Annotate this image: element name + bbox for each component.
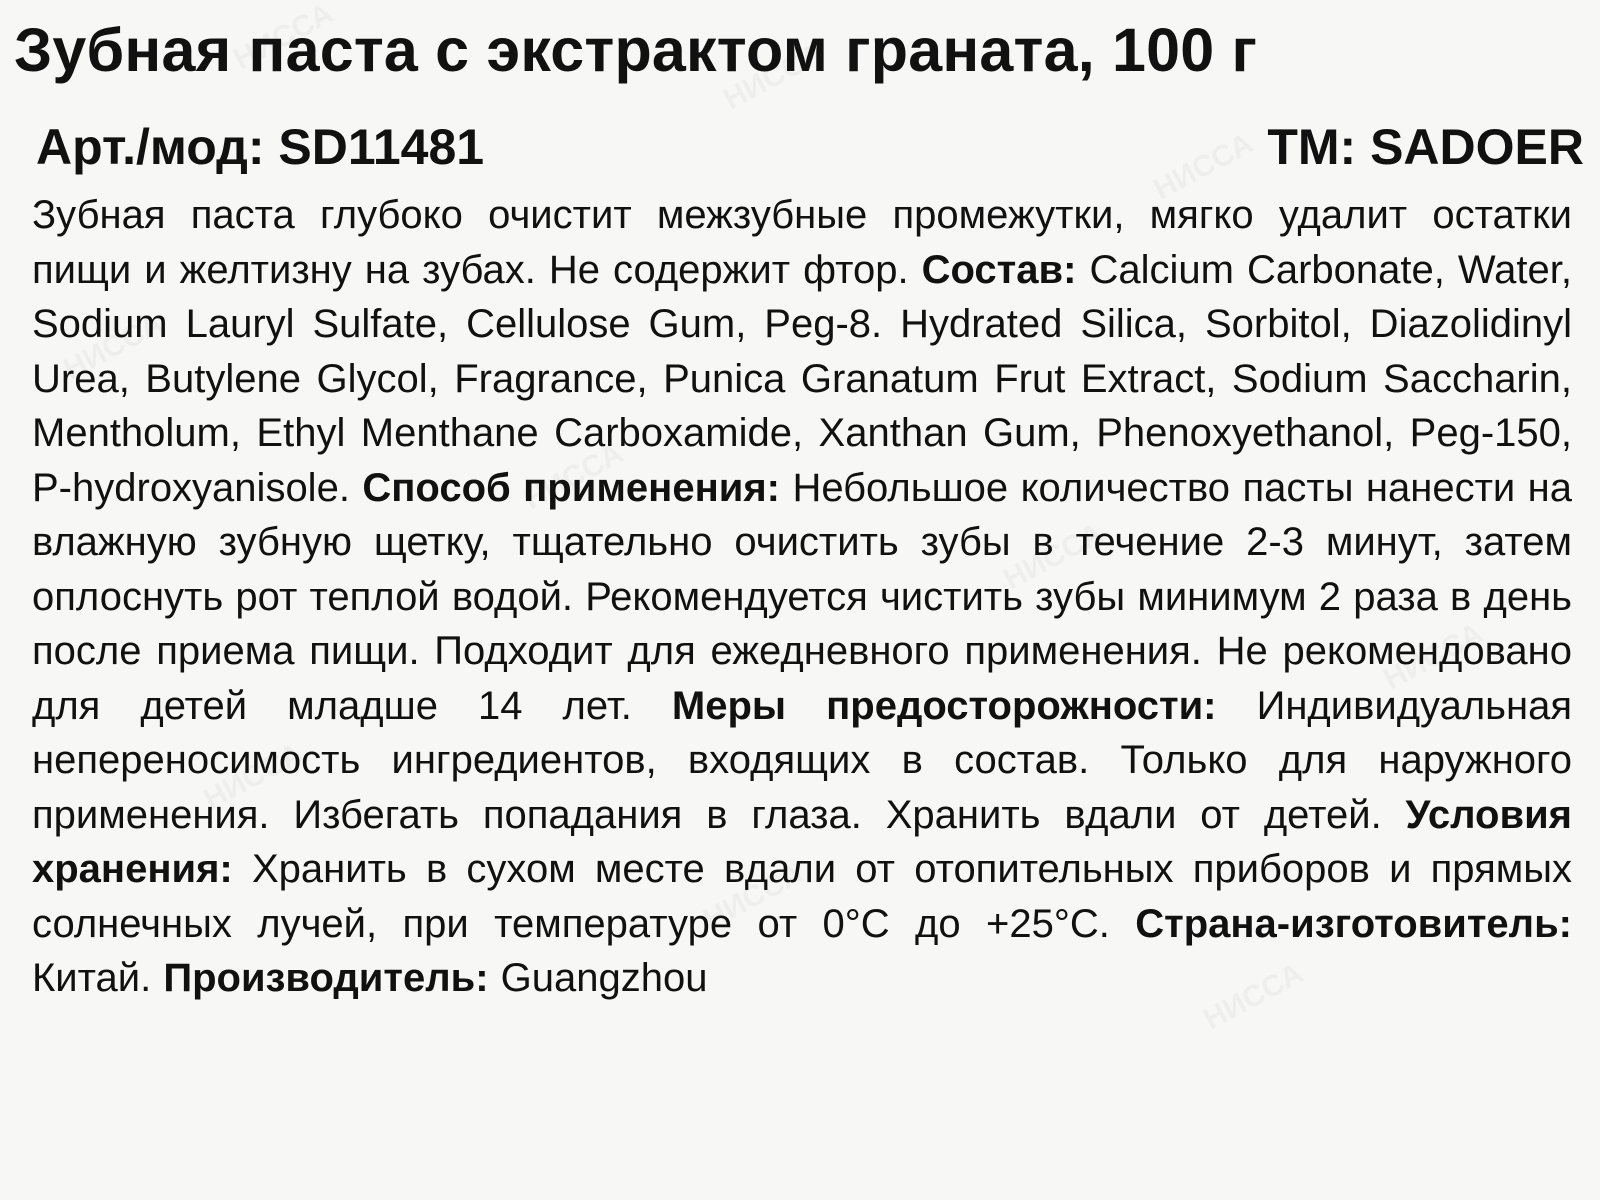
article-number: Арт./мод: SD11481 xyxy=(36,119,485,175)
product-meta xyxy=(36,114,1584,180)
manufacturer-label: Производитель: xyxy=(163,956,501,1000)
composition-text: Calcium Carbonate, Water, Sodium Lauryl Sulfate, Cellulose Gum, Peg-8. Hydrated Silica, Sorbitol, Diazolidinyl Urea, Butylene Glycol, Fragrance, Punica Granatum Frut Extract, Sodium Saccharin, Mentholum, Ethyl Menthane Carboxamide, Xanthan Gum, Phenoxyethanol, Peg-150, P-hydroxyanisole. xyxy=(32,247,1572,510)
usage-text: Небольшое количество пасты нанести на влажную зубную щетку, тщательно очистить зубы в течение 2-3 минут, затем оплоснуть рот теплой водой. Рекомендуется чистить зубы минимум 2 раза в день после приема пищи. Подходит для ежедневного применения. Не рекомендовано для детей младше 14 лет. xyxy=(32,465,1573,728)
product-description-block xyxy=(32,188,1572,1006)
country-text: Китай. xyxy=(32,956,164,1000)
country-label: Страна-изготовитель: xyxy=(1135,901,1572,946)
product-title: Зубная паста с экстрактом граната, 100 г xyxy=(14,16,1258,84)
usage-label: Способ применения: xyxy=(362,465,793,510)
manufacturer-text: Guangzhou xyxy=(500,956,708,1000)
storage-label: Условия хранения: xyxy=(32,792,1572,891)
storage-text: Хранить в сухом месте вдали от отопительных приборов и прямых солнечных лучей, при температуре от 0°С до +25°С. xyxy=(32,847,1573,946)
precautions-label: Меры предосторожности: xyxy=(671,683,1257,728)
description-text: Зубная паста глубоко очистит межзубные промежутки, мягко удалит остатки пищи и желтизну на зубах. Не содержит фтор. xyxy=(32,193,1572,292)
trademark: ТМ: SADOER xyxy=(1267,119,1584,175)
composition-label: Состав: xyxy=(921,247,1090,292)
precautions-text: Индивидуальная непереносимость ингредиентов, входящих в состав. Только для наружного применения. Избегать попадания в глаза. Хранить вдали от детей. xyxy=(32,683,1573,837)
